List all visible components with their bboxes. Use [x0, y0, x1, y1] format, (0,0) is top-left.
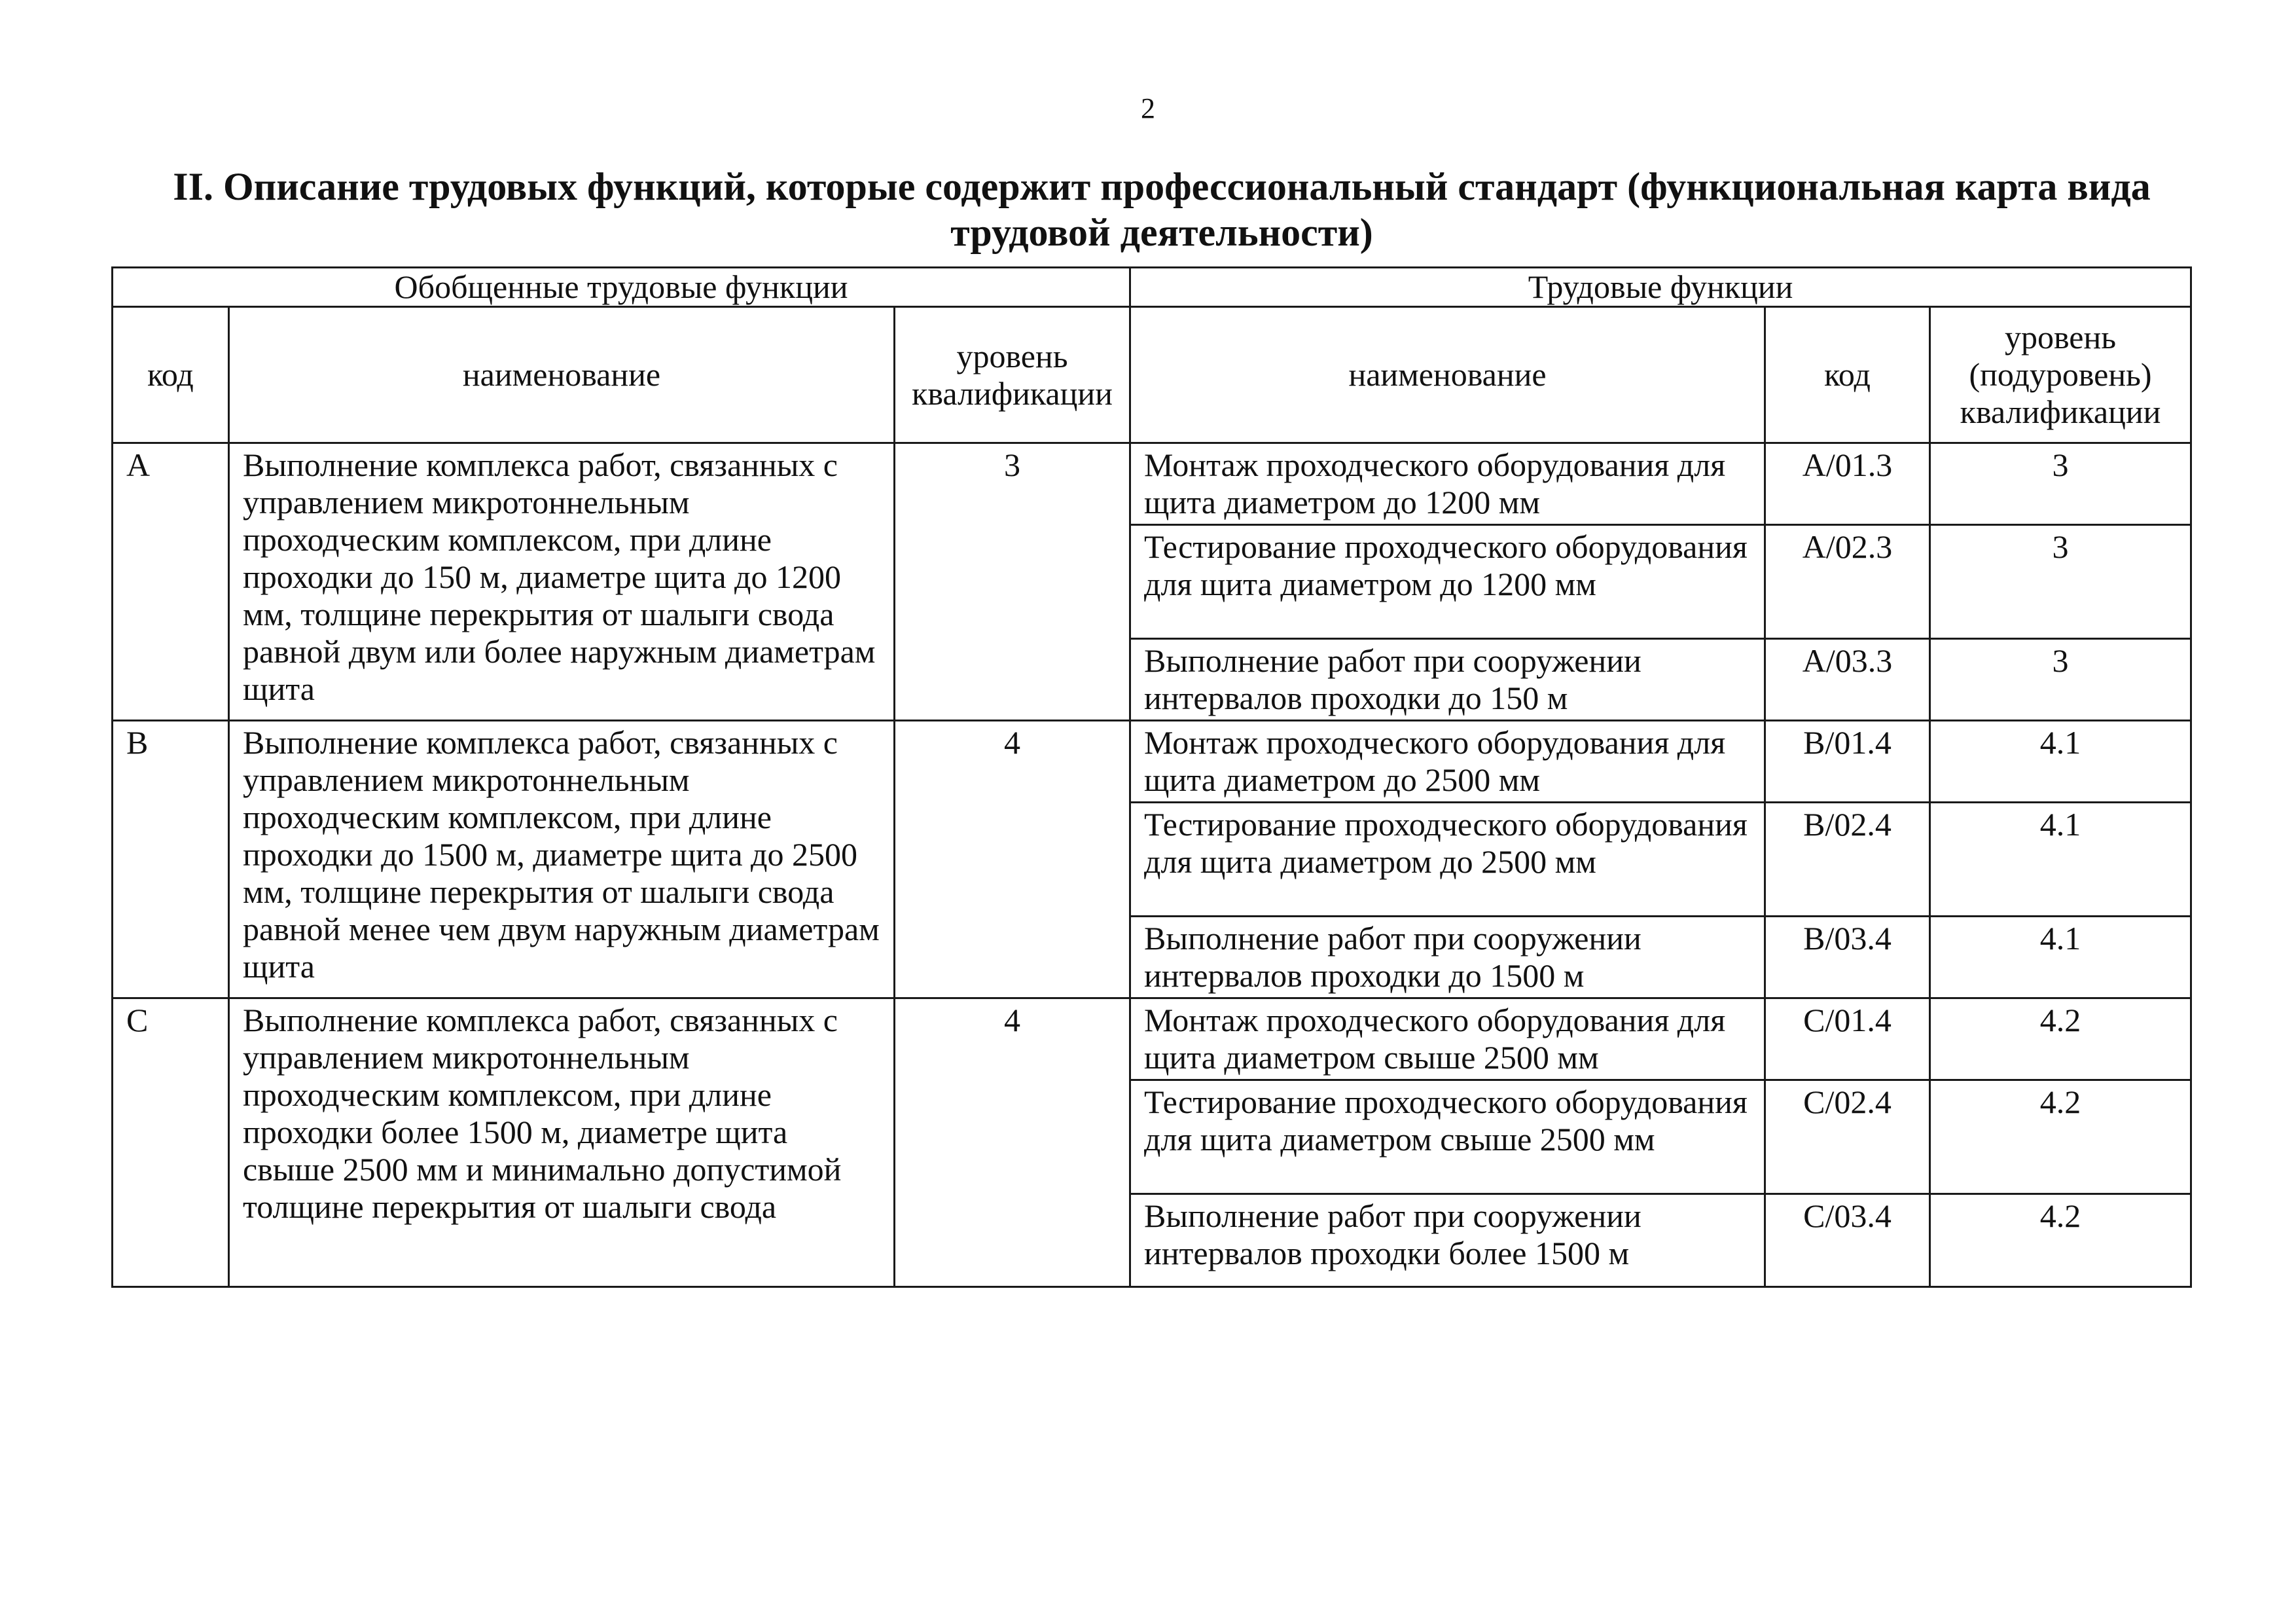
labor-function-name: Тестирование проходческого оборудования для щита диаметром до 1200 мм	[1130, 525, 1765, 639]
labor-function-level: 4.1	[1930, 721, 2191, 803]
generalized-function-name: Выполнение комплекса работ, связанных с управлением микротоннельным проходческим комплексом, при длине проходки до 150 м, диаметре щита до 1200 мм, толщине перекрытия от шалыги свода равной двум или более наружным диаметрам щита	[229, 443, 895, 721]
table-row	[113, 443, 2191, 525]
labor-function-level: 4.1	[1930, 803, 2191, 917]
generalized-function-level: 4	[895, 721, 1130, 998]
generalized-function-code: B	[113, 721, 229, 998]
generalized-function-code: A	[113, 443, 229, 721]
labor-function-level: 3	[1930, 443, 2191, 525]
labor-function-name: Выполнение работ при сооружении интервалов проходки более 1500 м	[1130, 1194, 1765, 1287]
labor-function-code: C/03.4	[1765, 1194, 1930, 1287]
labor-function-code: A/01.3	[1765, 443, 1930, 525]
generalized-function-code: C	[113, 998, 229, 1287]
labor-function-code: C/02.4	[1765, 1080, 1930, 1194]
labor-function-code: B/02.4	[1765, 803, 1930, 917]
column-header-gen-code: код	[113, 307, 229, 443]
header-generalized-functions: Обобщенные трудовые функции	[113, 268, 1130, 307]
generalized-function-level: 4	[895, 998, 1130, 1287]
labor-function-name: Монтаж проходческого оборудования для щита диаметром до 1200 мм	[1130, 443, 1765, 525]
header-labor-functions: Трудовые функции	[1130, 268, 2191, 307]
generalized-function-name: Выполнение комплекса работ, связанных с управлением микротоннельным проходческим комплексом, при длине проходки более 1500 м, диаметре щита свыше 2500 мм и минимально допустимой толщине перекрытия от шалыги свода	[229, 998, 895, 1287]
page-number: 2	[1141, 92, 1155, 124]
labor-function-code: A/03.3	[1765, 639, 1930, 721]
generalized-function-level: 3	[895, 443, 1130, 721]
labor-function-level: 4.2	[1930, 1080, 2191, 1194]
labor-function-level: 4.2	[1930, 998, 2191, 1080]
labor-function-code: B/03.4	[1765, 917, 1930, 998]
functional-map-table	[111, 266, 2192, 1288]
labor-function-code: C/01.4	[1765, 998, 1930, 1080]
column-header-gen-name: наименование	[229, 307, 895, 443]
labor-function-name: Монтаж проходческого оборудования для щита диаметром до 2500 мм	[1130, 721, 1765, 803]
labor-function-name: Выполнение работ при сооружении интервалов проходки до 1500 м	[1130, 917, 1765, 998]
labor-function-name: Монтаж проходческого оборудования для щита диаметром свыше 2500 мм	[1130, 998, 1765, 1080]
labor-function-name: Выполнение работ при сооружении интервалов проходки до 150 м	[1130, 639, 1765, 721]
labor-function-level: 3	[1930, 525, 2191, 639]
labor-function-name: Тестирование проходческого оборудования для щита диаметром до 2500 мм	[1130, 803, 1765, 917]
labor-function-level: 4.1	[1930, 917, 2191, 998]
column-header-tf-name: наименование	[1130, 307, 1765, 443]
table-row	[113, 998, 2191, 1080]
section-title: II. Описание трудовых функций, которые содержит профессиональный стандарт (функциональная карта вида трудовой деятельности)	[173, 165, 2151, 254]
labor-function-level: 4.2	[1930, 1194, 2191, 1287]
labor-function-name: Тестирование проходческого оборудования для щита диаметром свыше 2500 мм	[1130, 1080, 1765, 1194]
generalized-function-name: Выполнение комплекса работ, связанных с управлением микротоннельным проходческим комплексом, при длине проходки до 1500 м, диаметре щита до 2500 мм, толщине перекрытия от шалыги свода равной менее чем двум наружным диаметрам щита	[229, 721, 895, 998]
labor-function-code: B/01.4	[1765, 721, 1930, 803]
table-row	[113, 721, 2191, 803]
labor-function-level: 3	[1930, 639, 2191, 721]
column-header-tf-code: код	[1765, 307, 1930, 443]
column-header-gen-level: уровень квалификации	[895, 307, 1130, 443]
column-header-tf-level: уровень (подуровень) квалификации	[1930, 307, 2191, 443]
labor-function-code: A/02.3	[1765, 525, 1930, 639]
